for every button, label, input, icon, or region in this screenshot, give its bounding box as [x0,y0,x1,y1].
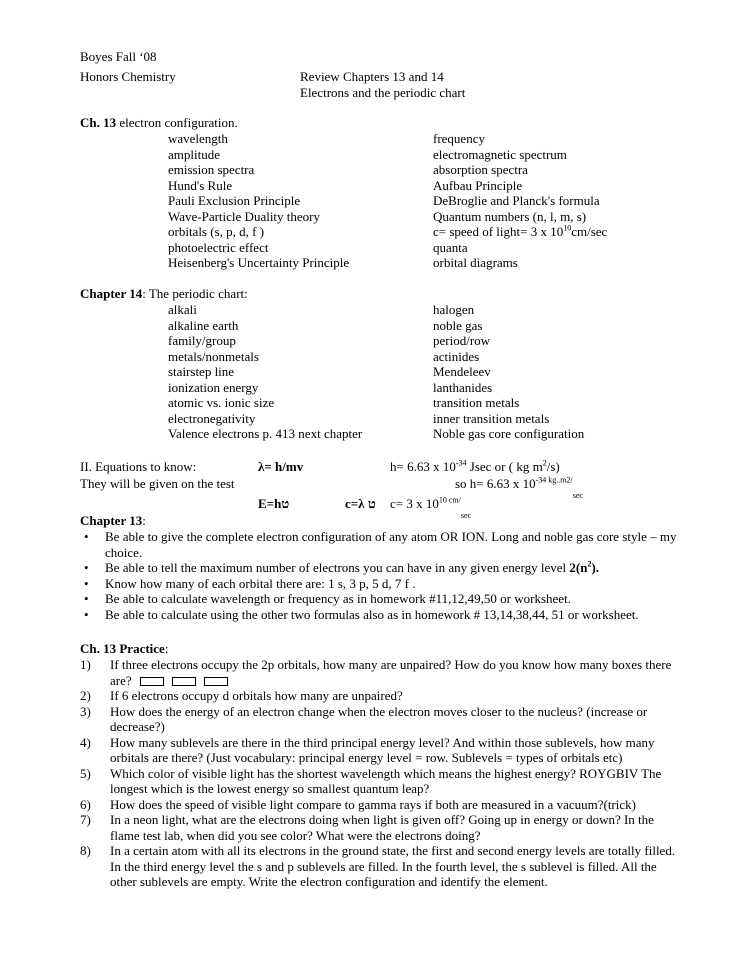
chapter13-heading-bold: Chapter 13 [80,513,143,528]
question-number: 4) [80,734,91,750]
term-left: ionization energy [168,379,259,395]
term-row [168,255,728,271]
term-right-text: orbital diagrams [433,255,518,270]
practice-question [80,843,680,890]
question-text: How does the energy of an electron change when the electron moves closer to the nucleus? (increase or decrease?) [110,703,648,734]
planck-exp2: 2 [542,458,547,468]
question-number: 7) [80,812,91,827]
term-row [168,302,728,318]
debroglie-equation: λ= h/mv [258,459,304,474]
term-right [433,411,549,427]
term-right-text: transition metals [433,395,520,410]
chapter13-colon: : [142,513,146,528]
term-right [433,209,586,225]
c-sub: sec [460,510,472,520]
term-right-text: Noble gas core configuration [433,426,585,441]
practice-question [80,657,680,688]
practice-question [80,797,680,813]
ch14-heading-bold: Chapter 14 [80,286,143,301]
ch14-term-list [168,302,728,442]
orbital-box [204,677,228,686]
term-left: wavelength [168,131,228,146]
term-left: alkali [168,302,197,317]
term-right-text: lanthanides [433,379,493,395]
term-left: amplitude [168,146,220,162]
term-right [433,380,492,396]
question-number: 2) [80,688,91,703]
term-right-text: c= speed of light= 3 x 10 [433,224,564,239]
bullet-item [80,607,680,623]
orbital-box [172,677,196,686]
term-right [433,240,468,256]
practice-question [80,766,680,797]
c-a: c= 3 x 10 [390,496,439,511]
term-right-text: DeBroglie and Planck's formula [433,193,600,208]
term-right-text: halogen [433,302,475,317]
question-text: If 6 electrons occupy d orbitals how many are unpaired? [110,688,403,703]
chapter13-heading [80,513,146,529]
term-right [433,318,482,334]
term-row [168,395,728,411]
bullet-text: Know how many of each orbital there are: 1 s, 3 p, 5 d, 7 f . [105,575,416,591]
question-number: 8) [80,843,91,858]
planck-constant [390,459,560,475]
term-left: atomic vs. ionic size [168,395,275,410]
term-row [168,349,728,365]
term-left: orbitals (s, p, d, f ) [168,224,265,239]
term-right-text: actinides [433,348,480,364]
planck-b: Jsec or ( kg m [466,459,543,474]
speed-unit: cm/sec [571,224,608,239]
term-row [168,224,728,240]
term-left: Hund's Rule [168,177,233,193]
ch14-heading [80,286,248,302]
question-text: If three electrons occupy the 2p orbitals, how many are unpaired? How do you know how many boxes there are? [110,657,672,688]
term-row [168,162,728,178]
term-row [168,178,728,194]
term-row [168,147,728,163]
question-number: 3) [80,703,91,719]
so-a: so h= 6.63 x 10 [455,476,536,491]
ch13-heading-rest: electron configuration. [116,115,238,130]
term-right-text: period/row [433,333,491,348]
term-right [433,364,491,380]
term-right [433,426,584,442]
term-right-text: electromagnetic spectrum [433,146,567,162]
term-left: Pauli Exclusion Principle [168,193,301,208]
planck-a: h= 6.63 x 10 [390,459,456,474]
question-number: 1) [80,657,91,672]
document-title: Review Chapters 13 and 14 [300,69,444,84]
term-left: emission spectra [168,162,255,177]
header-line1: Boyes Fall ‘08 [80,49,157,64]
question-text: In a certain atom with all its electrons in the ground state, the first and second energy levels are totally filled. In the third energy level the s and p sublevels are filled. In the fourth level, the s sublevel is filled. All the other sublevels are empty. Write the electron configuration and identify the element. [110,843,676,889]
practice-question [80,704,680,735]
bullet-item [80,591,680,607]
term-left: stairstep line [168,364,235,379]
so-exp: -34 kg..m2/ [535,475,573,485]
bullet-item [80,529,680,560]
term-right-text: inner transition metals [433,410,550,426]
term-right [433,333,490,349]
term-left: metals/nonmetals [168,348,259,364]
term-row [168,380,728,396]
course-name: Honors Chemistry [80,69,176,84]
term-row [168,193,728,209]
bullet-text: Be able to give the complete electron configuration of any atom OR ION. Long and noble gas core style – my choice. [105,529,677,560]
so-sub: sec [572,490,583,500]
formula-base: 2(n [569,560,588,575]
practice-colon: : [164,641,169,656]
bullet-text: Be able to calculate using the other two formulas also as in homework # 13,14,38,44, 51 or worksheet. [105,606,639,622]
term-right [433,193,600,209]
term-right-text: Mendeleev [433,364,491,379]
term-right [433,224,607,240]
practice-heading [80,641,168,657]
bullet-text: Be able to calculate wavelength or frequency as in homework #11,12,49,50 or worksheet. [105,591,571,606]
term-row [168,364,728,380]
term-right-text: Quantum numbers (n, l, m, s) [433,208,587,224]
speed-exponent: 10 [563,223,572,233]
term-right [433,255,518,271]
formula-end: ). [591,560,600,575]
question-text: How does the speed of visible light compare to gamma rays if both are measured in a vacuum?(trick) [110,796,636,812]
term-left: family/group [168,333,236,348]
term-right [433,395,519,411]
term-row [168,318,728,334]
term-row [168,411,728,427]
question-text: In a neon light, what are the electrons doing when light is given off? Going up in energy or down? In the flame test lab, when did you see color? What were the electrons doing? [110,812,654,843]
practice-question [80,812,680,843]
term-right [433,178,522,194]
term-right-text: absorption spectra [433,162,528,177]
planck-constant-alt [455,475,583,500]
term-left: Heisenberg's Uncertainty Principle [168,255,350,270]
practice-heading-bold: Ch. 13 Practice [80,641,165,656]
equations-note: They will be given on the test [80,476,235,491]
question-text: Which color of visible light has the shortest wavelength which means the highest energy? ROYGBIV The longest which is the lowest energy so smallest quantum leap? [110,765,662,796]
ch14-heading-rest: : The periodic chart: [142,286,248,301]
term-left: photoelectric effect [168,239,269,255]
formula-exp: 2 [587,559,592,569]
energy-equation: E=hט [258,496,290,511]
term-row [168,209,728,225]
chapter13-bullet-list [80,529,680,622]
practice-question-list [80,657,680,890]
planck-c: /s) [546,459,560,474]
bullet-text: Be able to tell the maximum number of electrons you can have in any given energy level [105,560,570,575]
bullet-item [80,560,680,576]
practice-question [80,688,680,704]
term-row [168,333,728,349]
term-right [433,349,479,365]
speed-of-light [390,495,472,520]
document-subtitle: Electrons and the periodic chart [300,85,466,100]
bullet-item [80,576,680,592]
term-left: electronegativity [168,410,256,426]
term-left: alkaline earth [168,317,239,333]
term-row [168,426,728,442]
planck-exp: -34 [455,458,467,468]
term-right-text: noble gas [433,317,483,333]
term-row [168,240,728,256]
term-right [433,131,485,147]
term-right-text: Aufbau Principle [433,177,523,193]
term-left: Valence electrons p. 413 next chapter [168,426,363,441]
ch13-heading-bold: Ch. 13 [80,115,117,130]
question-number: 5) [80,765,91,781]
term-right [433,147,567,163]
ch13-term-list [168,131,728,271]
practice-question [80,735,680,766]
question-text: How many sublevels are there in the third principal energy level? And within those sublevels, how many orbitals are there? (Just vocabulary: principal energy level = row. Sublevels = types of orbitals etc) [110,734,655,765]
term-right [433,302,474,318]
c-exp: 10 cm/ [438,495,461,505]
equations-label: II. Equations to know: [80,459,197,474]
question-number: 6) [80,796,91,812]
term-right [433,162,528,178]
term-right-text: quanta [433,239,468,255]
orbital-box [140,677,164,686]
term-right-text: frequency [433,131,485,146]
term-left: Wave-Particle Duality theory [168,208,321,224]
light-equation: c=λ ט [345,496,376,511]
ch13-heading [80,115,238,131]
term-row [168,131,728,147]
max-electrons-formula [569,560,599,575]
